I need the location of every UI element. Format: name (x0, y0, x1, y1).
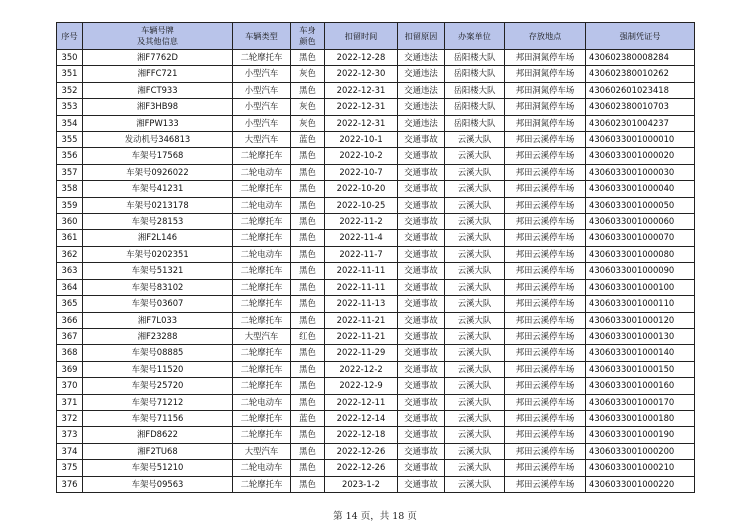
cell-detention-reason: 交通事故 (398, 476, 445, 492)
cell-detention-time: 2022-11-21 (325, 312, 398, 328)
cell-detention-time: 2022-12-26 (325, 460, 398, 476)
table-row (57, 115, 695, 131)
cell-vehicle-type: 二轮摩托车 (233, 361, 291, 377)
cell-detention-time: 2022-11-2 (325, 214, 398, 230)
cell-plate-info: 车架号25720 (83, 378, 233, 394)
cell-detention-time: 2022-12-11 (325, 394, 398, 410)
cell-certificate-number: 4306033001000070 (586, 230, 695, 246)
cell-detention-reason: 交通事故 (398, 197, 445, 213)
cell-storage-location: 邦田云溪停车场 (505, 410, 586, 426)
cell-certificate-number: 4306033001000130 (586, 328, 695, 344)
table-row (57, 328, 695, 344)
cell-storage-location: 邦田云溪停车场 (505, 394, 586, 410)
cell-vehicle-type: 二轮摩托车 (233, 214, 291, 230)
cell-detention-time: 2023-1-2 (325, 476, 398, 492)
cell-certificate-number: 4306033001000220 (586, 476, 695, 492)
cell-storage-location: 邦田洞氮停车场 (505, 82, 586, 98)
header-handling-unit: 办案单位 (445, 23, 505, 50)
table-body (57, 50, 695, 493)
cell-certificate-number: 4306033001000170 (586, 394, 695, 410)
cell-certificate-number: 4306033001000150 (586, 361, 695, 377)
cell-plate-info: 车架号11520 (83, 361, 233, 377)
cell-detention-reason: 交通事故 (398, 443, 445, 459)
table-row (57, 164, 695, 180)
cell-detention-reason: 交通事故 (398, 279, 445, 295)
cell-detention-reason: 交通事故 (398, 296, 445, 312)
cell-body-color: 黑色 (291, 148, 325, 164)
cell-serial-number: 359 (57, 197, 83, 213)
cell-body-color: 黑色 (291, 230, 325, 246)
cell-plate-info: 车架号0926022 (83, 164, 233, 180)
cell-plate-info: 湘F23288 (83, 328, 233, 344)
cell-storage-location: 邦田云溪停车场 (505, 263, 586, 279)
cell-handling-unit: 云溪大队 (445, 296, 505, 312)
cell-handling-unit: 云溪大队 (445, 443, 505, 459)
cell-body-color: 黑色 (291, 181, 325, 197)
header-detention-time: 扣留时间 (325, 23, 398, 50)
cell-certificate-number: 4306033001000020 (586, 148, 695, 164)
cell-vehicle-type: 二轮电动车 (233, 246, 291, 262)
table-header (57, 23, 695, 50)
cell-certificate-number: 4306033001000010 (586, 132, 695, 148)
table-row (57, 345, 695, 361)
table-row (57, 476, 695, 492)
cell-serial-number: 376 (57, 476, 83, 492)
cell-detention-reason: 交通事故 (398, 328, 445, 344)
cell-detention-reason: 交通事故 (398, 164, 445, 180)
cell-handling-unit: 云溪大队 (445, 312, 505, 328)
cell-handling-unit: 云溪大队 (445, 361, 505, 377)
cell-serial-number: 352 (57, 82, 83, 98)
cell-plate-info: 湘F2TU68 (83, 443, 233, 459)
cell-vehicle-type: 二轮摩托车 (233, 378, 291, 394)
cell-vehicle-type: 二轮摩托车 (233, 476, 291, 492)
cell-body-color: 黑色 (291, 460, 325, 476)
cell-detention-time: 2022-12-31 (325, 82, 398, 98)
cell-body-color: 黑色 (291, 197, 325, 213)
cell-serial-number: 355 (57, 132, 83, 148)
cell-storage-location: 邦田云溪停车场 (505, 328, 586, 344)
cell-storage-location: 邦田云溪停车场 (505, 246, 586, 262)
cell-handling-unit: 云溪大队 (445, 345, 505, 361)
header-storage-location: 存放地点 (505, 23, 586, 50)
cell-handling-unit: 云溪大队 (445, 279, 505, 295)
cell-body-color: 黑色 (291, 361, 325, 377)
cell-detention-time: 2022-12-28 (325, 50, 398, 66)
cell-certificate-number: 4306033001000090 (586, 263, 695, 279)
cell-vehicle-type: 二轮电动车 (233, 197, 291, 213)
cell-vehicle-type: 二轮摩托车 (233, 279, 291, 295)
cell-vehicle-type: 小型汽车 (233, 99, 291, 115)
cell-storage-location: 邦田云溪停车场 (505, 279, 586, 295)
cell-plate-info: 车架号71212 (83, 394, 233, 410)
cell-handling-unit: 云溪大队 (445, 197, 505, 213)
cell-vehicle-type: 大型汽车 (233, 132, 291, 148)
cell-plate-info: 湘F7762D (83, 50, 233, 66)
cell-vehicle-type: 二轮摩托车 (233, 296, 291, 312)
cell-certificate-number: 4306033001000180 (586, 410, 695, 426)
cell-storage-location: 邦田云溪停车场 (505, 148, 586, 164)
cell-detention-reason: 交通事故 (398, 345, 445, 361)
cell-body-color: 灰色 (291, 66, 325, 82)
table-row (57, 132, 695, 148)
table-row (57, 50, 695, 66)
cell-storage-location: 邦田洞氮停车场 (505, 99, 586, 115)
cell-plate-info: 车架号09563 (83, 476, 233, 492)
cell-handling-unit: 云溪大队 (445, 328, 505, 344)
cell-handling-unit: 云溪大队 (445, 476, 505, 492)
cell-detention-time: 2022-12-14 (325, 410, 398, 426)
cell-body-color: 黑色 (291, 214, 325, 230)
cell-serial-number: 369 (57, 361, 83, 377)
cell-storage-location: 邦田洞氮停车场 (505, 66, 586, 82)
cell-detention-reason: 交通事故 (398, 230, 445, 246)
cell-body-color: 黑色 (291, 263, 325, 279)
cell-plate-info: 车架号51210 (83, 460, 233, 476)
cell-detention-reason: 交通事故 (398, 263, 445, 279)
table-row (57, 361, 695, 377)
cell-storage-location: 邦田云溪停车场 (505, 164, 586, 180)
cell-detention-time: 2022-12-31 (325, 115, 398, 131)
cell-plate-info: 湘FCT933 (83, 82, 233, 98)
cell-certificate-number: 4306033001000200 (586, 443, 695, 459)
cell-serial-number: 372 (57, 410, 83, 426)
cell-detention-time: 2022-11-29 (325, 345, 398, 361)
cell-handling-unit: 云溪大队 (445, 148, 505, 164)
cell-storage-location: 邦田洞氮停车场 (505, 115, 586, 131)
cell-detention-reason: 交通事故 (398, 460, 445, 476)
cell-body-color: 黑色 (291, 279, 325, 295)
cell-certificate-number: 430602380008284 (586, 50, 695, 66)
cell-serial-number: 368 (57, 345, 83, 361)
cell-body-color: 黑色 (291, 345, 325, 361)
cell-storage-location: 邦田云溪停车场 (505, 476, 586, 492)
cell-certificate-number: 4306033001000040 (586, 181, 695, 197)
vehicle-detention-sheet (56, 22, 694, 493)
cell-body-color: 黑色 (291, 82, 325, 98)
cell-handling-unit: 云溪大队 (445, 427, 505, 443)
cell-serial-number: 353 (57, 99, 83, 115)
cell-certificate-number: 4306033001000140 (586, 345, 695, 361)
cell-vehicle-type: 二轮摩托车 (233, 345, 291, 361)
cell-handling-unit: 云溪大队 (445, 394, 505, 410)
cell-handling-unit: 岳阳楼大队 (445, 115, 505, 131)
cell-storage-location: 邦田云溪停车场 (505, 296, 586, 312)
cell-body-color: 灰色 (291, 115, 325, 131)
cell-storage-location: 邦田云溪停车场 (505, 230, 586, 246)
cell-vehicle-type: 小型汽车 (233, 66, 291, 82)
cell-body-color: 灰色 (291, 99, 325, 115)
cell-serial-number: 366 (57, 312, 83, 328)
cell-plate-info: 车架号0202351 (83, 246, 233, 262)
cell-storage-location: 邦田云溪停车场 (505, 132, 586, 148)
cell-detention-time: 2022-11-11 (325, 263, 398, 279)
cell-serial-number: 354 (57, 115, 83, 131)
cell-detention-reason: 交通事故 (398, 378, 445, 394)
cell-serial-number: 363 (57, 263, 83, 279)
cell-vehicle-type: 二轮摩托车 (233, 410, 291, 426)
cell-storage-location: 邦田云溪停车场 (505, 214, 586, 230)
cell-handling-unit: 云溪大队 (445, 410, 505, 426)
cell-plate-info: 湘F7L033 (83, 312, 233, 328)
cell-body-color: 黑色 (291, 443, 325, 459)
cell-detention-reason: 交通事故 (398, 361, 445, 377)
cell-handling-unit: 岳阳楼大队 (445, 99, 505, 115)
table-row (57, 99, 695, 115)
page-footer: 第 14 页，共 18 页 (333, 511, 417, 522)
table-row (57, 230, 695, 246)
cell-body-color: 黑色 (291, 296, 325, 312)
cell-plate-info: 湘FD8622 (83, 427, 233, 443)
cell-detention-time: 2022-10-7 (325, 164, 398, 180)
cell-plate-info: 湘F3HB98 (83, 99, 233, 115)
table-row (57, 394, 695, 410)
cell-plate-info: 车架号28153 (83, 214, 233, 230)
cell-handling-unit: 岳阳楼大队 (445, 82, 505, 98)
table-row (57, 82, 695, 98)
cell-certificate-number: 4306033001000210 (586, 460, 695, 476)
cell-plate-info: 车架号83102 (83, 279, 233, 295)
cell-plate-info: 车架号51321 (83, 263, 233, 279)
cell-detention-reason: 交通违法 (398, 99, 445, 115)
cell-plate-info: 车架号0213178 (83, 197, 233, 213)
cell-detention-time: 2022-12-9 (325, 378, 398, 394)
table-row (57, 181, 695, 197)
cell-handling-unit: 云溪大队 (445, 263, 505, 279)
cell-serial-number: 375 (57, 460, 83, 476)
cell-storage-location: 邦田云溪停车场 (505, 361, 586, 377)
cell-plate-info: 车架号41231 (83, 181, 233, 197)
cell-body-color: 蓝色 (291, 410, 325, 426)
cell-plate-info: 湘FPW133 (83, 115, 233, 131)
cell-certificate-number: 4306033001000100 (586, 279, 695, 295)
table-row (57, 246, 695, 262)
cell-detention-time: 2022-11-21 (325, 328, 398, 344)
cell-serial-number: 370 (57, 378, 83, 394)
cell-serial-number: 373 (57, 427, 83, 443)
cell-vehicle-type: 小型汽车 (233, 115, 291, 131)
header-row (57, 23, 695, 50)
cell-detention-reason: 交通事故 (398, 394, 445, 410)
cell-detention-reason: 交通违法 (398, 82, 445, 98)
cell-certificate-number: 430602601023418 (586, 82, 695, 98)
cell-handling-unit: 云溪大队 (445, 181, 505, 197)
cell-body-color: 蓝色 (291, 132, 325, 148)
table-row (57, 197, 695, 213)
cell-serial-number: 364 (57, 279, 83, 295)
cell-vehicle-type: 大型汽车 (233, 328, 291, 344)
cell-handling-unit: 云溪大队 (445, 378, 505, 394)
table-row (57, 214, 695, 230)
cell-body-color: 黑色 (291, 50, 325, 66)
cell-vehicle-type: 二轮摩托车 (233, 181, 291, 197)
cell-detention-reason: 交通违法 (398, 115, 445, 131)
cell-detention-reason: 交通违法 (398, 66, 445, 82)
cell-serial-number: 350 (57, 50, 83, 66)
table-row (57, 378, 695, 394)
cell-detention-time: 2022-10-1 (325, 132, 398, 148)
cell-serial-number: 374 (57, 443, 83, 459)
cell-detention-time: 2022-10-25 (325, 197, 398, 213)
cell-storage-location: 邦田云溪停车场 (505, 443, 586, 459)
cell-detention-reason: 交通事故 (398, 312, 445, 328)
cell-detention-time: 2022-12-18 (325, 427, 398, 443)
cell-body-color: 黑色 (291, 394, 325, 410)
header-detention-reason: 扣留原因 (398, 23, 445, 50)
cell-detention-time: 2022-11-11 (325, 279, 398, 295)
detention-table (56, 22, 695, 493)
header-certificate-number: 强制凭证号 (586, 23, 695, 50)
cell-body-color: 黑色 (291, 164, 325, 180)
cell-handling-unit: 岳阳楼大队 (445, 66, 505, 82)
cell-body-color: 黑色 (291, 246, 325, 262)
cell-handling-unit: 云溪大队 (445, 460, 505, 476)
cell-serial-number: 357 (57, 164, 83, 180)
cell-storage-location: 邦田洞氮停车场 (505, 50, 586, 66)
cell-handling-unit: 云溪大队 (445, 132, 505, 148)
table-row (57, 427, 695, 443)
cell-certificate-number: 4306033001000080 (586, 246, 695, 262)
cell-certificate-number: 4306033001000030 (586, 164, 695, 180)
table-row (57, 279, 695, 295)
cell-body-color: 黑色 (291, 378, 325, 394)
cell-body-color: 红色 (291, 328, 325, 344)
table-row (57, 460, 695, 476)
cell-certificate-number: 4306033001000050 (586, 197, 695, 213)
cell-detention-reason: 交通事故 (398, 427, 445, 443)
cell-certificate-number: 4306033001000110 (586, 296, 695, 312)
cell-serial-number: 358 (57, 181, 83, 197)
cell-certificate-number: 4306033001000060 (586, 214, 695, 230)
table-row (57, 66, 695, 82)
cell-serial-number: 361 (57, 230, 83, 246)
cell-storage-location: 邦田云溪停车场 (505, 427, 586, 443)
cell-detention-reason: 交通事故 (398, 214, 445, 230)
cell-storage-location: 邦田云溪停车场 (505, 378, 586, 394)
cell-serial-number: 362 (57, 246, 83, 262)
cell-plate-info: 车架号03607 (83, 296, 233, 312)
cell-storage-location: 邦田云溪停车场 (505, 312, 586, 328)
header-serial-number: 序号 (57, 23, 83, 50)
cell-certificate-number: 4306033001000190 (586, 427, 695, 443)
cell-vehicle-type: 二轮摩托车 (233, 148, 291, 164)
cell-storage-location: 邦田云溪停车场 (505, 197, 586, 213)
header-body-color: 车身 颜色 (291, 23, 325, 50)
cell-detention-time: 2022-11-7 (325, 246, 398, 262)
cell-plate-info: 发动机号346813 (83, 132, 233, 148)
cell-storage-location: 邦田云溪停车场 (505, 181, 586, 197)
cell-vehicle-type: 二轮摩托车 (233, 230, 291, 246)
cell-detention-time: 2022-11-4 (325, 230, 398, 246)
cell-detention-time: 2022-12-31 (325, 99, 398, 115)
cell-vehicle-type: 二轮摩托车 (233, 50, 291, 66)
cell-certificate-number: 430602301004237 (586, 115, 695, 131)
cell-vehicle-type: 二轮摩托车 (233, 263, 291, 279)
cell-detention-time: 2022-12-26 (325, 443, 398, 459)
cell-plate-info: 湘F2L146 (83, 230, 233, 246)
table-row (57, 148, 695, 164)
cell-handling-unit: 云溪大队 (445, 214, 505, 230)
cell-detention-reason: 交通事故 (398, 410, 445, 426)
cell-handling-unit: 云溪大队 (445, 230, 505, 246)
cell-detention-time: 2022-10-2 (325, 148, 398, 164)
cell-serial-number: 360 (57, 214, 83, 230)
cell-vehicle-type: 二轮电动车 (233, 460, 291, 476)
table-row (57, 296, 695, 312)
cell-serial-number: 371 (57, 394, 83, 410)
cell-detention-reason: 交通事故 (398, 246, 445, 262)
cell-detention-reason: 交通违法 (398, 50, 445, 66)
cell-detention-reason: 交通事故 (398, 181, 445, 197)
cell-serial-number: 367 (57, 328, 83, 344)
cell-detention-reason: 交通事故 (398, 148, 445, 164)
cell-detention-time: 2022-12-30 (325, 66, 398, 82)
cell-plate-info: 车架号17568 (83, 148, 233, 164)
cell-vehicle-type: 大型汽车 (233, 443, 291, 459)
cell-plate-info: 车架号08885 (83, 345, 233, 361)
cell-storage-location: 邦田云溪停车场 (505, 345, 586, 361)
cell-body-color: 黑色 (291, 312, 325, 328)
cell-storage-location: 邦田云溪停车场 (505, 460, 586, 476)
cell-handling-unit: 云溪大队 (445, 246, 505, 262)
cell-certificate-number: 4306033001000120 (586, 312, 695, 328)
cell-vehicle-type: 小型汽车 (233, 82, 291, 98)
cell-serial-number: 365 (57, 296, 83, 312)
cell-handling-unit: 岳阳楼大队 (445, 50, 505, 66)
cell-plate-info: 湘FFC721 (83, 66, 233, 82)
cell-certificate-number: 430602380010703 (586, 99, 695, 115)
cell-detention-reason: 交通事故 (398, 132, 445, 148)
table-row (57, 263, 695, 279)
cell-plate-info: 车架号71156 (83, 410, 233, 426)
header-plate-info: 车辆号牌 及其他信息 (83, 23, 233, 50)
table-row (57, 312, 695, 328)
cell-body-color: 黑色 (291, 476, 325, 492)
cell-certificate-number: 430602380010262 (586, 66, 695, 82)
cell-certificate-number: 4306033001000160 (586, 378, 695, 394)
table-row (57, 443, 695, 459)
cell-vehicle-type: 二轮摩托车 (233, 427, 291, 443)
cell-handling-unit: 云溪大队 (445, 164, 505, 180)
cell-detention-time: 2022-11-13 (325, 296, 398, 312)
cell-vehicle-type: 二轮电动车 (233, 394, 291, 410)
table-row (57, 410, 695, 426)
cell-serial-number: 356 (57, 148, 83, 164)
cell-vehicle-type: 二轮摩托车 (233, 312, 291, 328)
cell-body-color: 黑色 (291, 427, 325, 443)
header-vehicle-type: 车辆类型 (233, 23, 291, 50)
cell-vehicle-type: 二轮电动车 (233, 164, 291, 180)
cell-serial-number: 351 (57, 66, 83, 82)
cell-detention-time: 2022-10-20 (325, 181, 398, 197)
cell-detention-time: 2022-12-2 (325, 361, 398, 377)
